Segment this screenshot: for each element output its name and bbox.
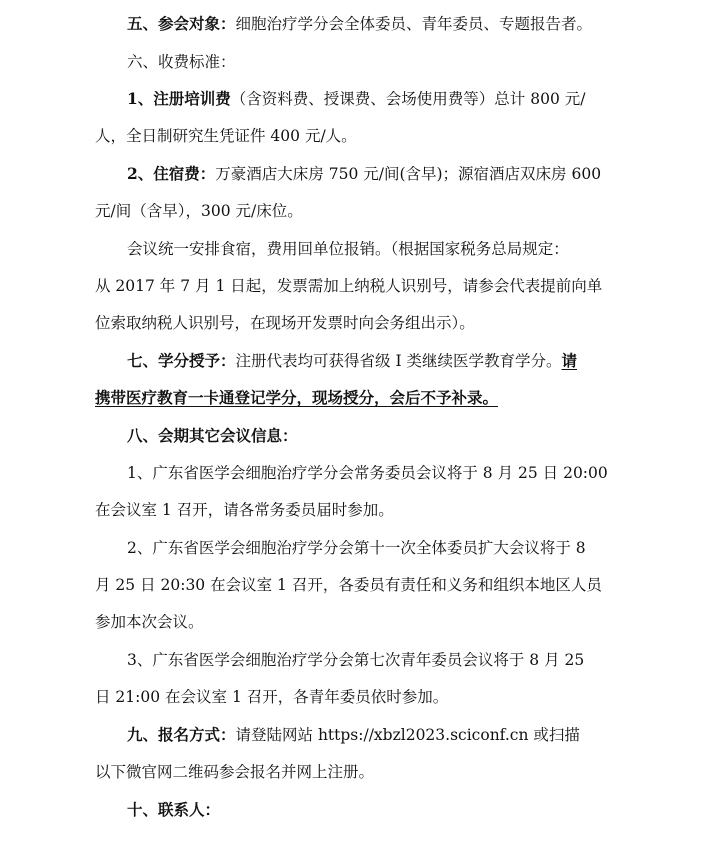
section-8-heading: 八、会期其它会议信息： bbox=[127, 426, 298, 445]
meal-line-2: 从 2017 年 7 月 1 日起，发票需加上纳税人识别号，请参会代表提前向单 bbox=[95, 277, 603, 295]
meeting-2-line-1: 2、广东省医学会细胞治疗学分会第十一次全体委员扩大会议将于 8 bbox=[127, 539, 586, 557]
section-7-heading: 七、学分授予： bbox=[127, 351, 236, 370]
fee-2-line-2: 元/间（含早），300 元/床位。 bbox=[95, 202, 303, 220]
section-10-heading: 十、联系人： bbox=[127, 800, 221, 819]
section-9-text: 请登陆网站 https://xbzl2023.sciconf.cn 或扫描 bbox=[235, 726, 580, 744]
section-9-line-2: 以下微官网二维码参会报名并网上注册。 bbox=[95, 763, 375, 781]
meeting-1-line-1: 1、广东省医学会细胞治疗学分会常务委员会议将于 8 月 25 日 20:00 bbox=[127, 464, 608, 482]
section-9-heading: 九、报名方式： bbox=[127, 725, 236, 744]
fee-2-label: 2、住宿费： bbox=[127, 164, 216, 183]
meal-line-1: 会议统一安排食宿，费用回单位报销。（根据国家税务总局规定： bbox=[127, 240, 569, 258]
meeting-3-line-2: 日 21:00 在会议室 1 召开，各青年委员依时参加。 bbox=[95, 688, 449, 706]
section-7-line bbox=[127, 349, 704, 373]
section-7-text: 注册代表均可获得省级 I 类继续医学教育学分。 bbox=[235, 352, 562, 370]
meeting-2-line-3: 参加本次会议。 bbox=[95, 613, 204, 631]
section-9-line bbox=[127, 723, 704, 747]
fee-1-text: （含资料费、授课费、会场使用费等）总计 800 元/ bbox=[230, 90, 586, 108]
section-5-line bbox=[127, 12, 704, 36]
section-7-line-2: 携带医疗教育一卡通登记学分，现场授分，会后不予补录。 bbox=[95, 388, 499, 407]
meeting-1-line-2: 在会议室 1 召开，请各常务委员届时参加。 bbox=[95, 501, 394, 519]
section-5-text: 细胞治疗学分会全体委员、青年委员、专题报告者。 bbox=[235, 15, 593, 33]
fee-1-line bbox=[127, 87, 704, 111]
meal-line-3: 位索取纳税人识别号，在现场开发票时向会务组出示）。 bbox=[95, 314, 475, 332]
section-6-heading: 六、收费标准： bbox=[127, 53, 236, 71]
fee-2-line bbox=[127, 162, 704, 186]
fee-2-text: 万豪酒店大床房 750 元/间(含早)；源宿酒店双床房 600 bbox=[215, 165, 602, 183]
fee-1-label: 1、注册培训费 bbox=[127, 89, 231, 108]
section-5-heading: 五、参会对象： bbox=[127, 14, 236, 33]
meeting-2-line-2: 月 25 日 20:30 在会议室 1 召开，各委员有责任和义务和组织本地区人员 bbox=[95, 576, 602, 594]
fee-1-line-2: 人，全日制研究生凭证件 400 元/人。 bbox=[95, 127, 357, 145]
meeting-3-line-1: 3、广东省医学会细胞治疗学分会第七次青年委员会议将于 8 月 25 bbox=[127, 651, 585, 669]
section-7-bold-tail: 请 bbox=[561, 351, 578, 370]
